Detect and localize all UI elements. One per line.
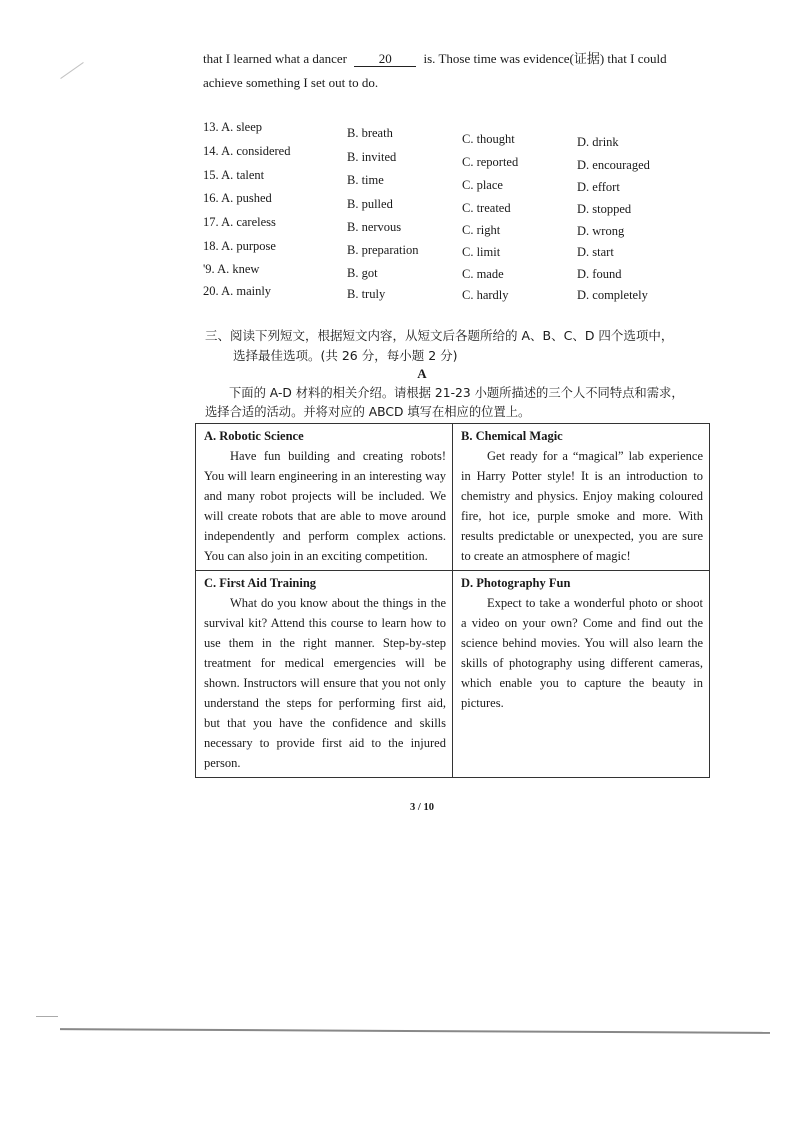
activity-title: C. First Aid Training	[204, 576, 317, 590]
option-a	[203, 144, 290, 159]
option-b: B. preparation	[347, 243, 419, 257]
question-number: 20.	[203, 284, 219, 298]
option-row-20	[203, 284, 663, 304]
option-c: C. place	[462, 178, 503, 192]
option-d: D. encouraged	[577, 158, 650, 172]
table-row	[196, 571, 710, 778]
part-intro-line-1: 下面的 A-D 材料的相关介绍。请根据 21-23 小题所描述的三个人不同特点和需求，	[229, 386, 684, 400]
passage-continuation-line-2: achieve something I set out to do.	[203, 75, 379, 90]
option-a-text: A. talent	[221, 168, 265, 182]
scan-edge-line	[60, 1028, 770, 1034]
part-intro	[205, 384, 701, 422]
activity-cell-c	[196, 571, 453, 778]
option-d: D. drink	[577, 135, 619, 149]
question-number: 15.	[203, 168, 219, 182]
option-b: B. pulled	[347, 197, 393, 211]
option-d: D. wrong	[577, 224, 625, 238]
option-a	[203, 284, 271, 299]
option-a	[203, 191, 272, 206]
option-b: B. invited	[347, 150, 397, 164]
section-heading-line-2: 选择最佳选项。(共 26 分，每小题 2 分)	[233, 348, 458, 363]
option-a-text: A. considered	[221, 144, 291, 158]
passage-text: is. Those time was evidence(证据) that I could	[423, 51, 667, 66]
option-c: C. reported	[462, 155, 519, 169]
question-number: 16.	[203, 191, 219, 205]
option-row-16	[203, 191, 663, 216]
option-b: B. nervous	[347, 220, 402, 234]
question-number: 18.	[203, 239, 219, 253]
option-row-19	[203, 262, 663, 282]
table-row	[196, 424, 710, 571]
activity-description: What do you know about the things in the survival kit? Attend this course to learn how to use them in the right manner. Step-by-step treatment for medical emergencies will be shown. Instructors will ensure that you not only understand the steps for performing first aid, but that you have the confidence and skills necessary to provide first aid to the injured person.	[204, 596, 446, 770]
option-a-text: A. pushed	[221, 191, 272, 205]
option-row-17	[203, 215, 663, 238]
option-a-text: A. purpose	[221, 239, 276, 253]
option-b: B. breath	[347, 126, 393, 140]
option-row-14	[203, 144, 663, 172]
activity-cell-a	[196, 424, 453, 571]
option-c: C. made	[462, 267, 504, 281]
option-c: C. right	[462, 223, 501, 237]
section-heading-line-1: 三、阅读下列短文，根据短文内容，从短文后各题所给的 A、B、C、D 四个选项中，	[205, 328, 674, 343]
option-d: D. effort	[577, 180, 620, 194]
option-c: C. treated	[462, 201, 511, 215]
option-a-text: A. sleep	[221, 120, 263, 134]
option-c: C. hardly	[462, 288, 509, 302]
activity-description: Have fun building and creating robots! You will learn engineering in an interesting way and many robot projects will be included. We will create robots that are able to move around independently and perform complex actions. You can also join in an exciting competition.	[204, 449, 446, 563]
question-number: 13.	[203, 120, 219, 134]
option-a	[203, 262, 259, 277]
scan-mark	[60, 62, 84, 79]
option-a-text: A. careless	[221, 215, 276, 229]
part-intro-line-2: 选择合适的活动。并将对应的 ABCD 填写在相应的位置上。	[205, 405, 531, 419]
activities-table	[195, 423, 710, 778]
activity-cell-d	[453, 571, 710, 778]
option-a-text: A. mainly	[221, 284, 272, 298]
option-a	[203, 215, 276, 230]
question-number: '9.	[203, 262, 215, 276]
activity-title: B. Chemical Magic	[461, 429, 563, 443]
option-row-15	[203, 168, 663, 194]
option-d: D. completely	[577, 288, 648, 302]
activity-title: A. Robotic Science	[204, 429, 304, 443]
answer-blank-20: 20	[354, 52, 416, 67]
option-d: D. start	[577, 245, 614, 259]
option-b: B. got	[347, 266, 378, 280]
option-a-text: A. knew	[217, 262, 260, 276]
option-a	[203, 120, 262, 135]
question-number: 14.	[203, 144, 219, 158]
page-number: 3 / 10	[410, 802, 434, 813]
option-a	[203, 168, 264, 183]
part-letter: A	[417, 366, 427, 381]
option-row-13	[203, 120, 663, 149]
activity-description: Get ready for a “magical” lab experience in Harry Potter style! It is an introduction to chemistry and physics. Enjoy making coloured fire, hot ice, purple smoke and more. With results predictable or unexpected, you are sure to create an atmosphere of magic!	[461, 449, 703, 563]
option-d: D. stopped	[577, 202, 632, 216]
activity-cell-b	[453, 424, 710, 571]
passage-continuation-line-1	[203, 50, 667, 68]
passage-text: that I learned what a dancer	[203, 51, 348, 66]
section-heading	[205, 326, 673, 366]
scan-edge-line	[36, 1016, 58, 1017]
option-c: C. limit	[462, 245, 501, 259]
option-b: B. time	[347, 173, 384, 187]
option-d: D. found	[577, 267, 622, 281]
activity-description: Expect to take a wonderful photo or shoot a video on your own? Come and find out the science behind movies. You will also learn the skills of photography using different cameras, which enable you to capture the beauty in pictures.	[461, 596, 703, 710]
option-a	[203, 239, 276, 254]
option-b: B. truly	[347, 287, 386, 301]
activity-title: D. Photography Fun	[461, 576, 571, 590]
option-row-18	[203, 239, 663, 259]
option-c: C. thought	[462, 132, 515, 146]
question-number: 17.	[203, 215, 219, 229]
